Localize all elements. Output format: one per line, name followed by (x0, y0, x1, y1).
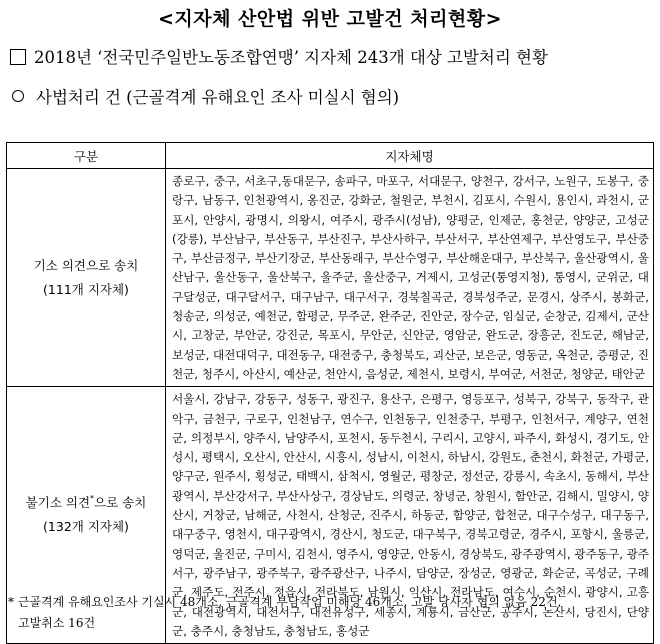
category-cell (7, 169, 166, 387)
footnote-marker: * (90, 494, 95, 504)
category-label: 불기소 의견 (25, 495, 91, 511)
header-list: 지자체명 (166, 143, 654, 169)
page-title: <지자체 산안법 위반 고발건 처리현황> (157, 8, 503, 30)
category-label-suffix: 으로 송치 (94, 495, 147, 511)
header-category: 구분 (7, 143, 166, 169)
sub-item-text: 사법처리 건 (근골격계 유해요인 조사 미실시 혐의) (36, 88, 400, 107)
summary-line (10, 44, 655, 68)
table-header-row (7, 143, 654, 169)
footnote (8, 592, 653, 634)
sub-item (12, 84, 657, 108)
footnote-line2: 고발취소 16건 (18, 616, 96, 630)
table-row (7, 169, 654, 387)
category-count: (132개 지자체) (43, 519, 129, 535)
footnote-line1: 근골격계 유해요인조사 기실시 48개소, 근골격계 부담작업 미해당 46개소, 고발 당사자 협의 없음 22건, (17, 595, 562, 609)
results-table (6, 142, 654, 644)
circle-bullet-icon (12, 90, 24, 102)
category-count: (111개 지자체) (43, 281, 129, 297)
category-label: 기소 의견으로 송치 (33, 257, 139, 273)
municipality-list: 서울시, 강남구, 강동구, 성동구, 광진구, 용산구, 은평구, 영등포구, 성북구, 강북구, 동작구, 관악구, 금천구, 구로구, 인천남구, 연수구, 인천동구, 인천중구, 부평구, 인천서구, 계양구, 연천군, 의정부시, 양주시, 남양주시, 포천시, 동두천시, 구리시, 고양시, 파주시, 화성시, 경기도, 안성시, 평택시, 오산시, 안산시, 시흥시, 성남시, 이천시, 하남시, 강원도, 춘천시, 화천군, 가평군, 양구군, 원주시, 횡성군, 태백시, 삼척시, 영월군, 평창군, 정선군, 강릉시, 속초시, 동해시, 부산광역시, 부산강서구, 부산사상구, 경상남도, 의령군, 창녕군, 창원시, 함안군, 김해시, 밀양시, 양산시, 거창군, 남해군, 사천시, 산청군, 진주시, 하동군, 함양군, 합천군, 대구수성구, 대구동구, 대구중구, 영천시, 대구광역시, 경산시, 청도군, 대구북구, 경북고령군, 경주시, 포항시, 울릉군, 영덕군, 울진군, 구미시, 김천시, 영주시, 영양군, 안동시, 경상북도, 광주광역시, 광주동구, 광주서구, 광주남구, 광주북구, 광주광산구, 나주시, 담양군, 장성군, 영광군, 화순군, 곡성군, 구례군, 제주도, 전주시, 정읍시, 전라북도, 남원시, 익산시, 전라남도, 여수시, 순천시, 광양시, 고흥군, 대전광역시, 대전서구, 대전유성구, 세종시, 계룡시, 금산군, 공주시, 논산시, 당진시, 단양군, 충주시, 충청남도, 충청남도, 홍성군 (166, 387, 654, 644)
square-bullet-icon (10, 49, 26, 65)
municipality-list: 종로구, 중구, 서초구,동대문구, 송파구, 마포구, 서대문구, 양천구, 강서구, 노원구, 도봉구, 중랑구, 남동구, 인천광역시, 옹진군, 강화군, 철원군, 부천시, 김포시, 수원시, 용인시, 과천시, 군포시, 안양시, 광명시, 의왕시, 여주시, 광주시(성남), 양평군, 인제군, 홍천군, 양양군, 고성군(강릉), 부산남구, 부산동구, 부산진구, 부산사하구, 부산서구, 부산연제구, 부산영도구, 부산중구, 부산금정구, 부산기장군, 부산동래구, 부산수영구, 부산해운대구, 부산북구, 울산광역시, 울산남구, 울산동구, 울산북구, 울주군, 울산중구, 거제시, 고성군(통영지청), 통영시, 군위군, 대구달성군, 대구달서구, 대구남구, 대구서구, 경북칠곡군, 경북성주군, 문경시, 상주시, 봉화군, 청송군, 의성군, 예천군, 함평군, 무주군, 완주군, 진안군, 장수군, 임실군, 순창군, 김제시, 군산시, 고창군, 부안군, 강진군, 목포시, 무안군, 신안군, 영암군, 완도군, 장흥군, 진도군, 해남군, 보성군, 대전대덕구, 대전동구, 대전중구, 충청북도, 괴산군, 보은군, 영동군, 옥천군, 증평군, 진천군, 청주시, 아산시, 예산군, 천안시, 음성군, 제천시, 보령시, 부여군, 서천군, 청양군, 태안군 (166, 169, 654, 387)
summary-text: 2018년 ‘전국민주일반노동조합연맹’ 지자체 243개 대상 고발처리 현황 (34, 48, 548, 67)
footnote-marker: * (8, 595, 14, 609)
